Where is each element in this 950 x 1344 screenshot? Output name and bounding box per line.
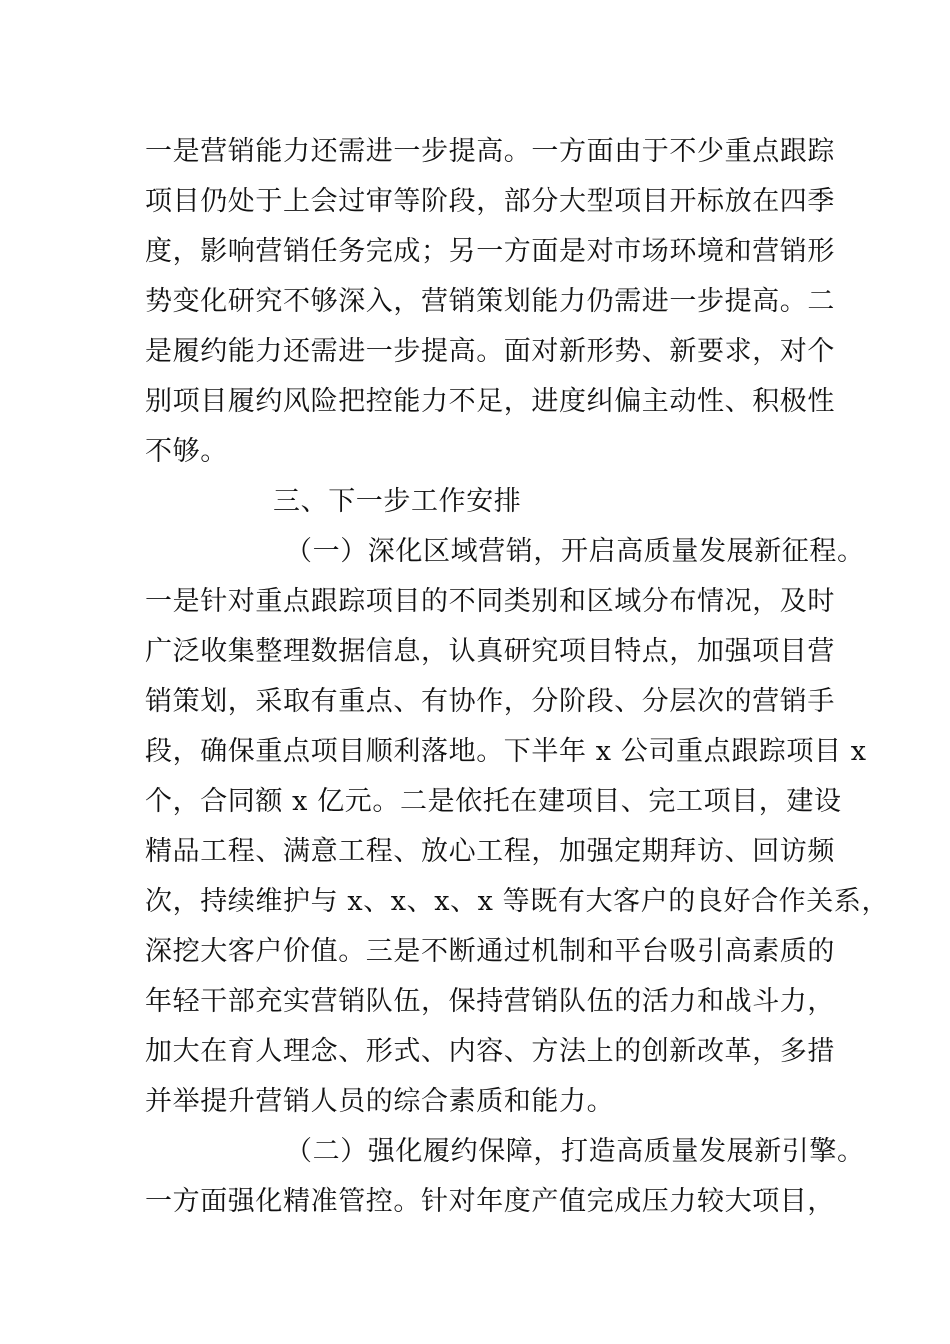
text-line: 广泛收集整理数据信息，认真研究项目特点，加强项目营 (145, 636, 835, 667)
text-line: 年轻干部充实营销队伍，保持营销队伍的活力和战斗力， (145, 986, 835, 1017)
text-line: 项目仍处于上会过审等阶段，部分大型项目开标放在四季 (145, 186, 835, 217)
text-line: 不够。 (145, 436, 228, 467)
text-line: 段，确保重点项目顺利落地。下半年 x 公司重点跟踪项目 x (145, 736, 867, 767)
text-line: 是履约能力还需进一步提高。面对新形势、新要求，对个 (145, 336, 835, 367)
text-line: 度，影响营销任务完成；另一方面是对市场环境和营销形 (145, 236, 835, 267)
text-line: 一方面强化精准管控。针对年度产值完成压力较大项目， (145, 1186, 835, 1217)
text-line: 精品工程、满意工程、放心工程，加强定期拜访、回访频 (145, 836, 835, 867)
text-line: 并举提升营销人员的综合素质和能力。 (145, 1086, 615, 1117)
section-heading: 三、下一步工作安排 (273, 486, 522, 517)
text-line: 别项目履约风险把控能力不足，进度纠偏主动性、积极性 (145, 386, 835, 417)
text-line: 个，合同额 x 亿元。二是依托在建项目、完工项目，建设 (145, 786, 842, 817)
text-line: 深挖大客户价值。三是不断通过机制和平台吸引高素质的 (145, 936, 835, 967)
text-line: 销策划，采取有重点、有协作，分阶段、分层次的营销手 (145, 686, 835, 717)
subsection-heading: （二）强化履约保障，打造高质量发展新引擎。 (285, 1136, 865, 1167)
text-line: 次，持续维护与 x、x、x、x 等既有大客户的良好合作关系， (145, 886, 890, 917)
text-line: 一是针对重点跟踪项目的不同类别和区域分布情况，及时 (145, 586, 835, 617)
text-line: 势变化研究不够深入，营销策划能力仍需进一步提高。二 (145, 286, 835, 317)
subsection-heading: （一）深化区域营销，开启高质量发展新征程。 (285, 536, 865, 567)
text-line: 一是营销能力还需进一步提高。一方面由于不少重点跟踪 (145, 136, 835, 167)
text-line: 加大在育人理念、形式、内容、方法上的创新改革，多措 (145, 1036, 835, 1067)
